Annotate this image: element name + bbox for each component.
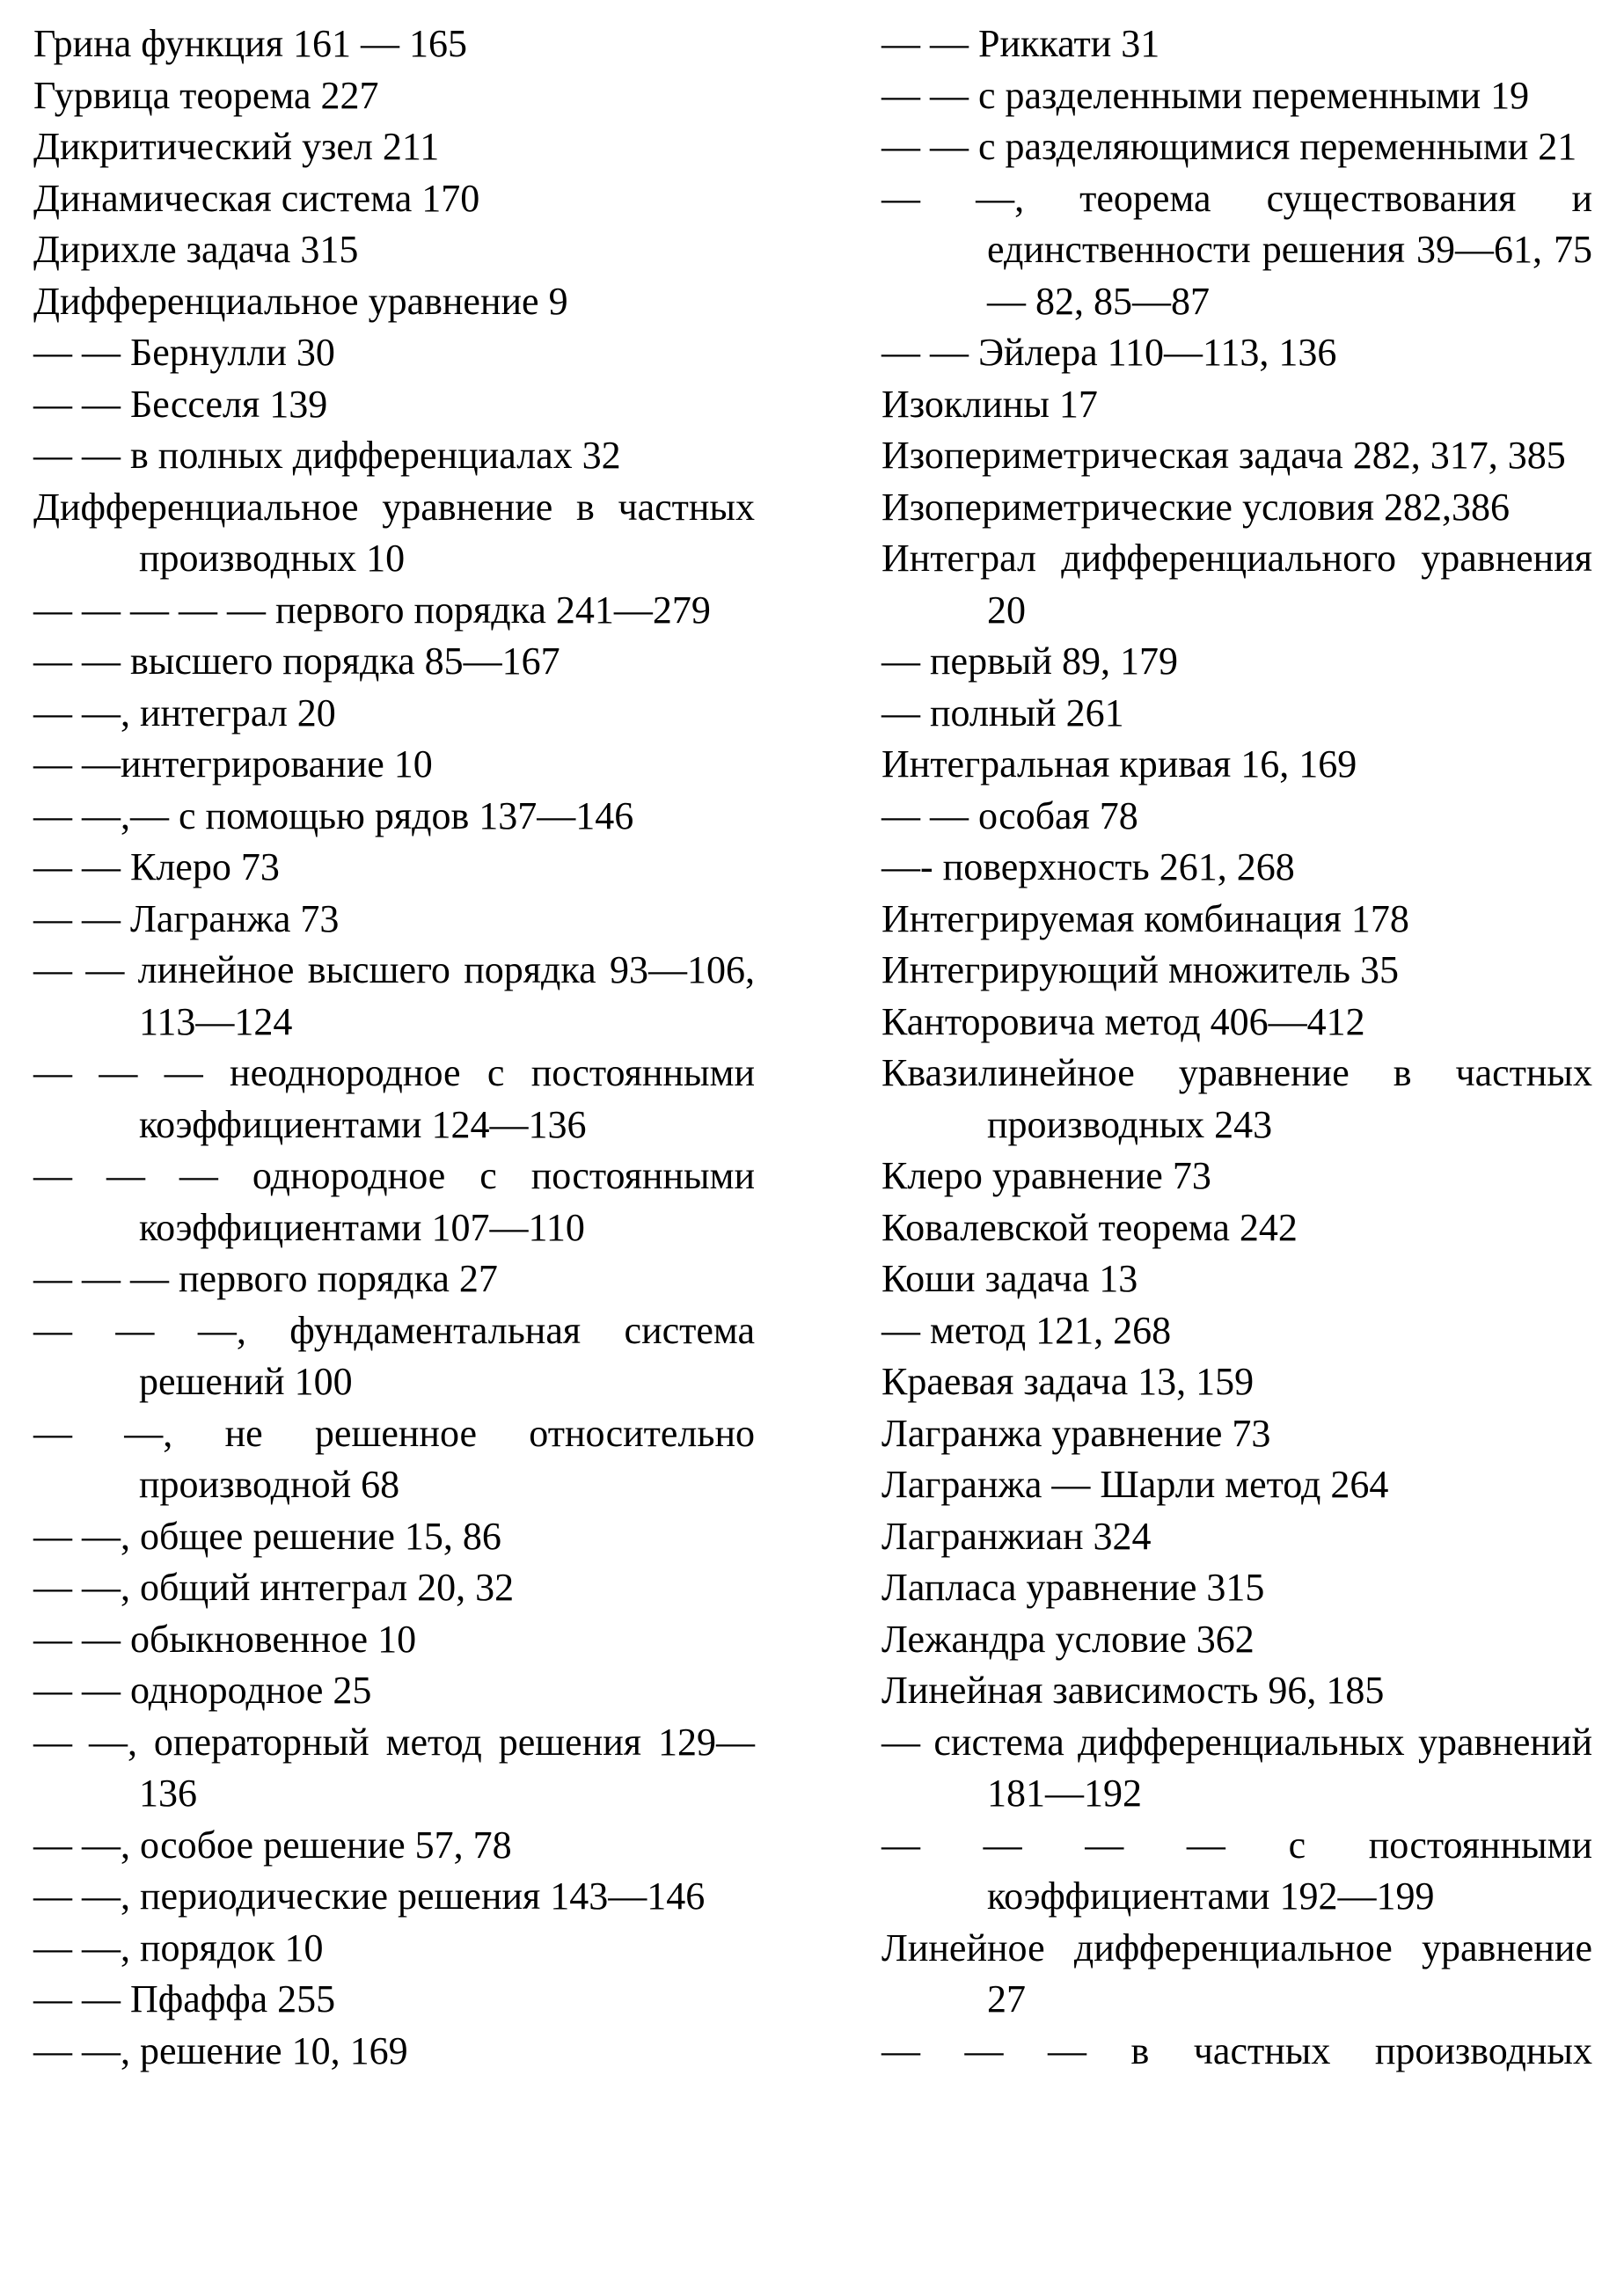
index-entry: Канторовича метод 406—412 xyxy=(881,999,1365,1043)
index-entry: — система дифференциальных уравнений 181—192 xyxy=(881,1720,1592,1815)
index-entry: Линейное дифференциальное уравнение 27 xyxy=(881,1926,1592,2021)
index-entry: Краевая задача 13, 159 xyxy=(881,1360,1255,1403)
index-entry: — — — неоднородное с постоянными коэффициентами 124—136 xyxy=(33,1051,755,1146)
index-entry: Интегральная кривая 16, 169 xyxy=(881,742,1357,786)
index-entry: — — высшего порядка 85—167 xyxy=(33,639,560,683)
index-entry: — —, общий интеграл 20, 32 xyxy=(33,1566,515,1609)
index-entry: Интеграл дифференциального уравнения 20 xyxy=(881,537,1592,632)
index-entry: — —, теорема существования и единственности решения 39—61, 75— 82, 85—87 xyxy=(881,176,1592,323)
index-entry: — — Бернулли 30 xyxy=(33,331,335,374)
index-entry: — —, интеграл 20 xyxy=(33,691,336,734)
index-entry: Дифференциальное уравнение 9 xyxy=(33,279,568,323)
index-entry: Коши задача 13 xyxy=(881,1257,1138,1300)
index-entry: Изоклины 17 xyxy=(881,382,1098,426)
index-entry: — метод 121, 268 xyxy=(881,1308,1172,1352)
index-entry: — — Бесселя 139 xyxy=(33,382,328,426)
index-entry: — — обыкновенное 10 xyxy=(33,1617,417,1661)
index-entry: — —, порядок 10 xyxy=(33,1926,324,1969)
index-entry: Линейная зависимость 96, 185 xyxy=(881,1669,1385,1712)
index-entry: Лагранжа — Шарли метод 264 xyxy=(881,1463,1389,1506)
index-entry: Грина функция 161 — 165 xyxy=(33,22,467,65)
index-entry: — — — в частных производных xyxy=(881,2028,1592,2072)
index-entry: — —,— с помощью рядов 137—146 xyxy=(33,793,634,837)
index-entry: — — Лагранжа 73 xyxy=(33,896,340,940)
index-entry: — — Пфаффа 255 xyxy=(33,1977,336,2021)
index-entry: — — — — — первого порядка 241—279 xyxy=(33,588,711,632)
index-entry: — —, не решенное относительно производной 68 xyxy=(33,1411,755,1506)
index-entry: — полный 261 xyxy=(881,691,1124,734)
index-column-left xyxy=(33,18,755,2077)
index-entry: — — Эйлера 110—113, 136 xyxy=(881,331,1337,374)
index-entry: Интегрирующий множитель 35 xyxy=(881,948,1399,991)
index-entry: Лагранжиан 324 xyxy=(881,1514,1152,1558)
index-entry: Интегрируемая комбинация 178 xyxy=(881,896,1409,940)
index-entry: Динамическая система 170 xyxy=(33,176,480,220)
index-entry: — — — первого порядка 27 xyxy=(33,1257,498,1300)
index-entry: Гурвица теорема 227 xyxy=(33,73,379,117)
index-entry: Квазилинейное уравнение в частных производных 243 xyxy=(881,1051,1592,1146)
index-entry: Изопериметрические условия 282,386 xyxy=(881,485,1510,529)
index-entry: — —, операторный метод решения 129—136 xyxy=(33,1720,755,1815)
index-entry: — — линейное высшего порядка 93—106, 113—124 xyxy=(33,948,755,1043)
index-column-right xyxy=(881,18,1592,2077)
index-entry: — — — — с постоянными коэффициентами 192—199 xyxy=(881,1823,1592,1918)
index-entry: — — однородное 25 xyxy=(33,1669,372,1712)
index-entry: — —, периодические решения 143—146 xyxy=(33,1874,706,1918)
index-entry: — — —, фундаментальная система решений 100 xyxy=(33,1308,755,1403)
index-entry: Дифференциальное уравнение в частных производных 10 xyxy=(33,485,755,580)
index-entry: Лагранжа уравнение 73 xyxy=(881,1411,1271,1455)
index-entry: — —, общее решение 15, 86 xyxy=(33,1514,501,1558)
index-entry: Лежандра условие 362 xyxy=(881,1617,1255,1661)
index-entry: Клеро уравнение 73 xyxy=(881,1154,1211,1197)
index-entry: — — в полных дифференциалах 32 xyxy=(33,434,621,477)
index-entry: — — особая 78 xyxy=(881,793,1138,837)
index-entry: — — с разделенными переменными 19 xyxy=(881,73,1530,117)
index-entry: Изопериметрическая задача 282, 317, 385 xyxy=(881,434,1566,477)
index-entry: Лапласа уравнение 315 xyxy=(881,1566,1265,1609)
index-entry: — — — однородное с постоянными коэффициентами 107—110 xyxy=(33,1154,755,1249)
index-entry: — — с разделяющимися переменными 21 xyxy=(881,125,1577,168)
index-entry: — —, особое решение 57, 78 xyxy=(33,1823,512,1867)
index-entry: — первый 89, 179 xyxy=(881,639,1178,683)
index-entry: —- поверхность 261, 268 xyxy=(881,845,1295,888)
index-entry: — —, решение 10, 169 xyxy=(33,2028,408,2072)
index-entry: — —интегрирование 10 xyxy=(33,742,433,786)
index-entry: — — Риккати 31 xyxy=(881,22,1160,65)
index-entry: — — Клеро 73 xyxy=(33,845,280,888)
index-entry: Дикритический узел 211 xyxy=(33,125,440,168)
index-entry: Дирихле задача 315 xyxy=(33,228,359,271)
index-entry: Ковалевской теорема 242 xyxy=(881,1205,1298,1249)
